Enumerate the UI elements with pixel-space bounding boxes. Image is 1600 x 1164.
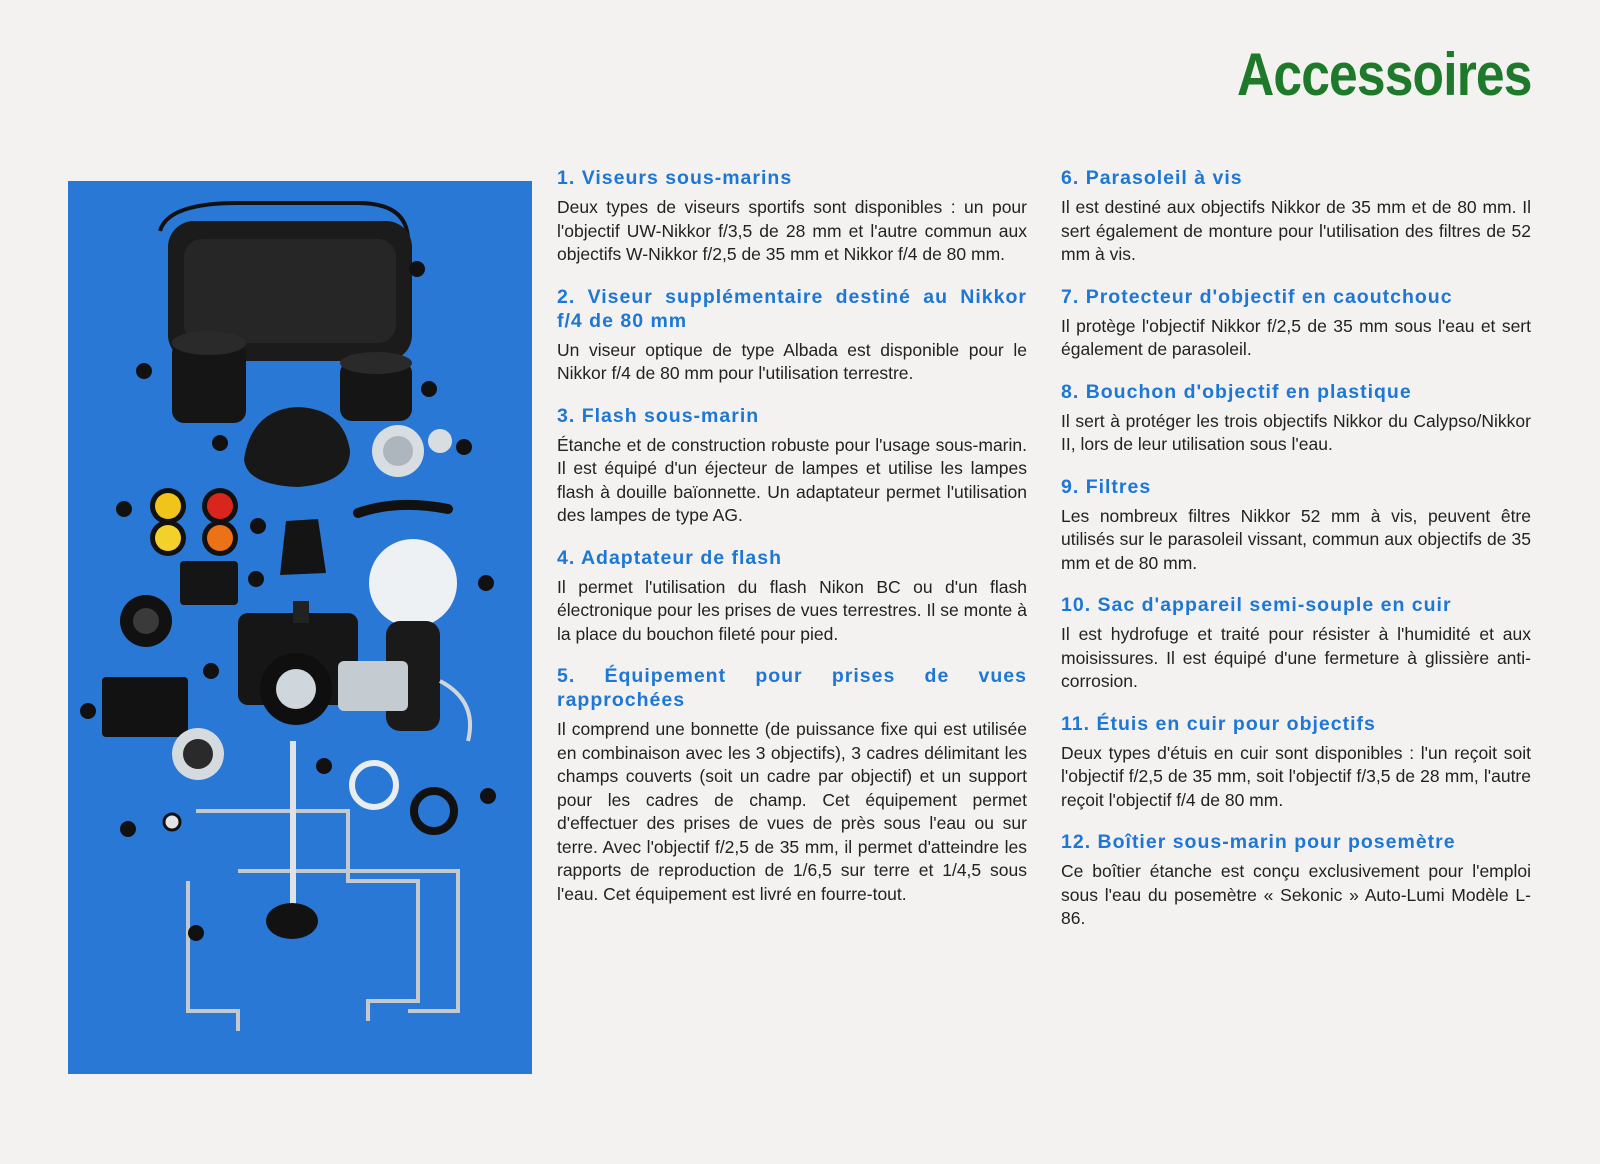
section-3 — [557, 404, 1027, 528]
section-title: 4. Adaptateur de flash — [557, 546, 783, 569]
section-body: Un viseur optique de type Albada est disponible pour le Nikkor f/4 de 80 mm pour l'utilisation terrestre. — [557, 339, 1027, 383]
viewfinder-icon — [180, 561, 238, 605]
section-title: 9. Filtres — [1061, 475, 1152, 498]
section-body: Il est destiné aux objectifs Nikkor de 35 mm et de 80 mm. Il sert également de monture pour l'utilisation des filtres de 52 mm à vis. — [1061, 197, 1531, 264]
section-title: 1. Viseurs sous-marins — [557, 167, 793, 189]
section-title: 3. Flash sous-marin — [557, 404, 760, 427]
section-7 — [1061, 285, 1531, 362]
section-2 — [557, 285, 1027, 386]
page-title: Accessoires — [1237, 41, 1532, 108]
section-title: 12. Boîtier sous-marin pour posemètre — [1061, 831, 1456, 853]
text-column-right — [1061, 166, 1531, 949]
section-title: 2. Viseur supplémentaire destiné au Nikkor f/4 de 80 mm — [557, 285, 1027, 332]
sunshade-ring-icon — [352, 763, 396, 807]
section-body: Deux types de viseurs sportifs sont disponibles : un pour l'objectif UW-Nikkor f/3,5 de 28 mm et l'autre commun aux objectifs W-Nikkor f/2,5 de 35 mm et Nikkor f/4 de 80 mm. — [557, 197, 1027, 264]
section-10 — [1061, 593, 1531, 694]
section-6 — [1061, 166, 1531, 267]
section-title: 8. Bouchon d'objectif en plastique — [1061, 380, 1412, 403]
section-body: Deux types d'étuis en cuir sont disponibles : l'un reçoit soit l'objectif f/2,5 de 35 mm, soit l'objectif f/3,5 de 28 mm, l'autre reçoit l'objectif f/4 de 80 mm. — [1061, 742, 1531, 810]
lens-case-icon — [172, 331, 246, 423]
section-title: 5. Équipement pour prises de vues rapprochées — [557, 665, 1027, 711]
section-5 — [557, 664, 1027, 906]
section-11 — [1061, 712, 1531, 813]
accessories-photo — [68, 181, 532, 1074]
frame-support-icon — [290, 741, 296, 911]
section-body: Il protège l'objectif Nikkor f/2,5 de 35 mm sous l'eau et sert également de parasoleil. — [1061, 315, 1531, 359]
section-body: Il sert à protéger les trois objectifs Nikkor du Calypso/Nikkor II, lors de leur utilisation sous l'eau. — [1061, 410, 1531, 454]
section-title: 11. Étuis en cuir pour objectifs — [1061, 712, 1376, 735]
section-9 — [1061, 475, 1531, 576]
section-8 — [1061, 380, 1531, 457]
section-body: Ce boîtier étanche est conçu exclusivement pour l'emploi sous l'eau du posemètre « Sekonic » Auto-Lumi Modèle L-86. — [1061, 861, 1531, 928]
section-body: Les nombreux filtres Nikkor 52 mm à vis, peuvent être utilisés sur le parasoleil vissant, commun aux objectifs de 35 mm et de 80 mm. — [1061, 505, 1531, 573]
lens-case-icon — [340, 352, 412, 421]
section-12 — [1061, 830, 1531, 931]
section-4 — [557, 546, 1027, 647]
close-up-frames-icon — [188, 811, 458, 1031]
section-1 — [557, 166, 1027, 267]
section-title: 6. Parasoleil à vis — [1061, 167, 1243, 189]
accessories-illustration — [68, 181, 532, 1074]
sport-finder-icon — [102, 677, 188, 737]
small-cap-icon — [164, 814, 180, 830]
soft-pouch-icon — [244, 407, 350, 487]
section-title: 10. Sac d'appareil semi-souple en cuir — [1061, 594, 1452, 616]
section-body: Il permet l'utilisation du flash Nikon BC ou d'un flash électronique pour les prises de vues terrestres. Il se monte à la place du bouchon fileté pour pied. — [557, 576, 1027, 644]
section-title: 7. Protecteur d'objectif en caoutchouc — [1061, 285, 1453, 308]
filters-icon — [150, 488, 238, 556]
text-column-left — [557, 166, 1027, 924]
section-body: Il est hydrofuge et traité pour résister à l'humidité et aux moisissures. Il est équipé d'une fermeture à glissière anti-corrosion. — [1061, 624, 1531, 691]
meter-housing-icon — [372, 425, 452, 477]
lens-cap-icon — [266, 903, 318, 939]
section-body: Il comprend une bonnette (de puissance fixe qui est utilisée en combinaison avec les 3 objectifs), 3 cadres délimitant les champs couverts (soit un cadre par objectif) et un support pour les cadres de champ. Cet équipement permet d'effectuer des prises de vues de près sous l'eau ou sur terre. Avec l'objectif f/2,5 de 35 mm, il permet d'atteindre les rapports de reproduction de 1/6,5 sur terre et 1/4,5 sous l'eau. Cet équipement est livré en fourre-tout. — [557, 719, 1027, 904]
rubber-hood-icon — [280, 519, 326, 575]
section-body: Étanche et de construction robuste pour l'usage sous-marin. Il est équipé d'un éjecteur de lampes et utilise les lampes flash à douille baïonnette. Un adaptateur permet l'utilisation des lampes de type AG. — [557, 434, 1027, 525]
lens-hood-icon — [414, 791, 454, 831]
strap-icon — [358, 505, 448, 513]
lens-icon — [120, 595, 172, 647]
flash-adapter-icon — [172, 728, 224, 780]
